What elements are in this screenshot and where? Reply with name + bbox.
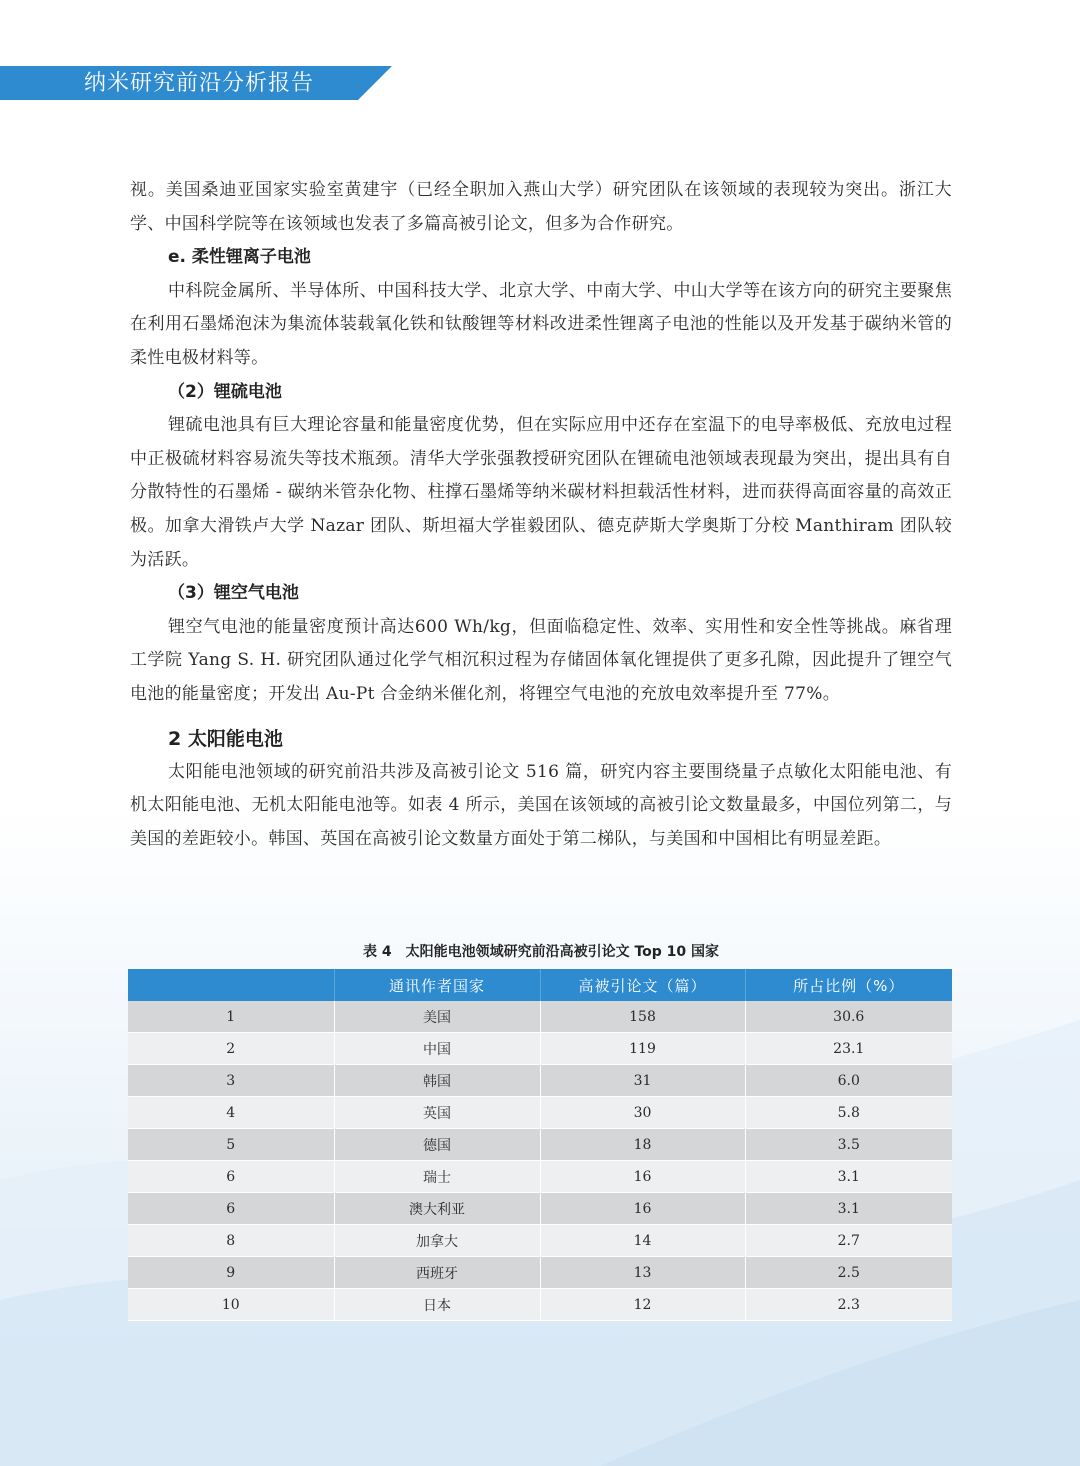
paragraph-li-s: 锂硫电池具有巨大理论容量和能量密度优势，但在实际应用中还存在室温下的电导率极低、充放电过程中正极硫材料容易流失等技术瓶颈。清华大学张强教授研究团队在锂硫电池领域表现最为突出，提出具有自分散特性的石墨烯 - 碳纳米管杂化物、柱撑石墨烯等纳米碳材料担载活性材料，进而获得高面容量的高效正极。加拿大滑铁卢大学 Nazar 团队、斯坦福大学崔毅团队、德克萨斯大学奥斯丁分校 Manthiram 团队较为活跃。 (130, 415, 952, 570)
cell-papers: 119 (540, 1033, 745, 1065)
cell-papers: 12 (540, 1289, 745, 1321)
cell-country: 韩国 (334, 1065, 540, 1097)
cell-papers: 16 (540, 1193, 745, 1225)
cell-rank: 6 (128, 1161, 334, 1193)
cell-country: 中国 (334, 1033, 540, 1065)
cell-papers: 18 (540, 1129, 745, 1161)
cell-country: 瑞士 (334, 1161, 540, 1193)
header-share: 所占比例（%） (745, 969, 952, 1001)
cell-country: 加拿大 (334, 1225, 540, 1257)
cell-country: 德国 (334, 1129, 540, 1161)
table-row (128, 1257, 952, 1289)
cell-country: 美国 (334, 1001, 540, 1033)
subheading-li-s: （2）锂硫电池 (168, 381, 282, 402)
table-row (128, 1289, 952, 1321)
cell-share: 23.1 (745, 1033, 952, 1065)
subheading-flexible-li-ion: e. 柔性锂离子电池 (168, 247, 311, 268)
cell-rank: 4 (128, 1097, 334, 1129)
table-header-row (128, 969, 952, 1001)
cell-papers: 31 (540, 1065, 745, 1097)
cell-country: 澳大利亚 (334, 1193, 540, 1225)
cell-share: 3.1 (745, 1193, 952, 1225)
cell-rank: 10 (128, 1289, 334, 1321)
cell-rank: 1 (128, 1001, 334, 1033)
article-body (130, 174, 952, 856)
cell-papers: 158 (540, 1001, 745, 1033)
cell-rank: 8 (128, 1225, 334, 1257)
cell-papers: 14 (540, 1225, 745, 1257)
table-row (128, 1225, 952, 1257)
cell-share: 3.1 (745, 1161, 952, 1193)
table-row (128, 1097, 952, 1129)
cell-share: 6.0 (745, 1065, 952, 1097)
paragraph-solar: 太阳能电池领域的研究前沿共涉及高被引论文 516 篇，研究内容主要围绕量子点敏化太阳能电池、有机太阳能电池、无机太阳能电池等。如表 4 所示，美国在该领域的高被引论文数量最多，中国位列第二，与美国的差距较小。韩国、英国在高被引论文数量方面处于第二梯队，与美国和中国相比有明显差距。 (130, 761, 952, 849)
subheading-li-air: （3）锂空气电池 (168, 583, 299, 604)
table-row (128, 1129, 952, 1161)
cell-papers: 13 (540, 1257, 745, 1289)
cell-rank: 9 (128, 1257, 334, 1289)
cell-share: 2.7 (745, 1225, 952, 1257)
header-rank (128, 969, 334, 1001)
top10-countries-table (128, 969, 952, 1321)
paragraph-li-air: 锂空气电池的能量密度预计高达600 Wh/kg，但面临稳定性、效率、实用性和安全性等挑战。麻省理工学院 Yang S. H. 研究团队通过化学气相沉积过程为存储固体氧化锂提供了更多孔隙，因此提升了锂空气电池的能量密度；开发出 Au-Pt 合金纳米催化剂，将锂空气电池的充放电效率提升至 77%。 (130, 616, 952, 704)
table-row (128, 1065, 952, 1097)
cell-papers: 30 (540, 1097, 745, 1129)
cell-country: 日本 (334, 1289, 540, 1321)
paragraph-continued: 视。美国桑迪亚国家实验室黄建宇（已经全职加入燕山大学）研究团队在该领域的表现较为突出。浙江大学、中国科学院等在该领域也发表了多篇高被引论文，但多为合作研究。 (130, 180, 952, 234)
cell-rank: 3 (128, 1065, 334, 1097)
table-row (128, 1001, 952, 1033)
cell-rank: 6 (128, 1193, 334, 1225)
cell-rank: 2 (128, 1033, 334, 1065)
table-row (128, 1193, 952, 1225)
header-papers: 高被引论文（篇） (540, 969, 745, 1001)
cell-share: 2.3 (745, 1289, 952, 1321)
cell-share: 30.6 (745, 1001, 952, 1033)
cell-country: 西班牙 (334, 1257, 540, 1289)
table-row (128, 1033, 952, 1065)
cell-country: 英国 (334, 1097, 540, 1129)
header-country: 通讯作者国家 (334, 969, 540, 1001)
cell-rank: 5 (128, 1129, 334, 1161)
section-heading-solar: 2 太阳能电池 (168, 727, 283, 750)
table-row (128, 1161, 952, 1193)
cell-share: 3.5 (745, 1129, 952, 1161)
cell-share: 2.5 (745, 1257, 952, 1289)
cell-share: 5.8 (745, 1097, 952, 1129)
paragraph-flexible-li-ion: 中科院金属所、半导体所、中国科技大学、北京大学、中南大学、中山大学等在该方向的研究主要聚焦在利用石墨烯泡沫为集流体装载氧化铁和钛酸锂等材料改进柔性锂离子电池的性能以及开发基于碳纳米管的柔性电极材料等。 (130, 280, 952, 368)
running-header-title: 纳米研究前沿分析报告 (84, 71, 315, 96)
table-caption: 表 4 太阳能电池领域研究前沿高被引论文 Top 10 国家 (362, 944, 720, 960)
cell-papers: 16 (540, 1161, 745, 1193)
